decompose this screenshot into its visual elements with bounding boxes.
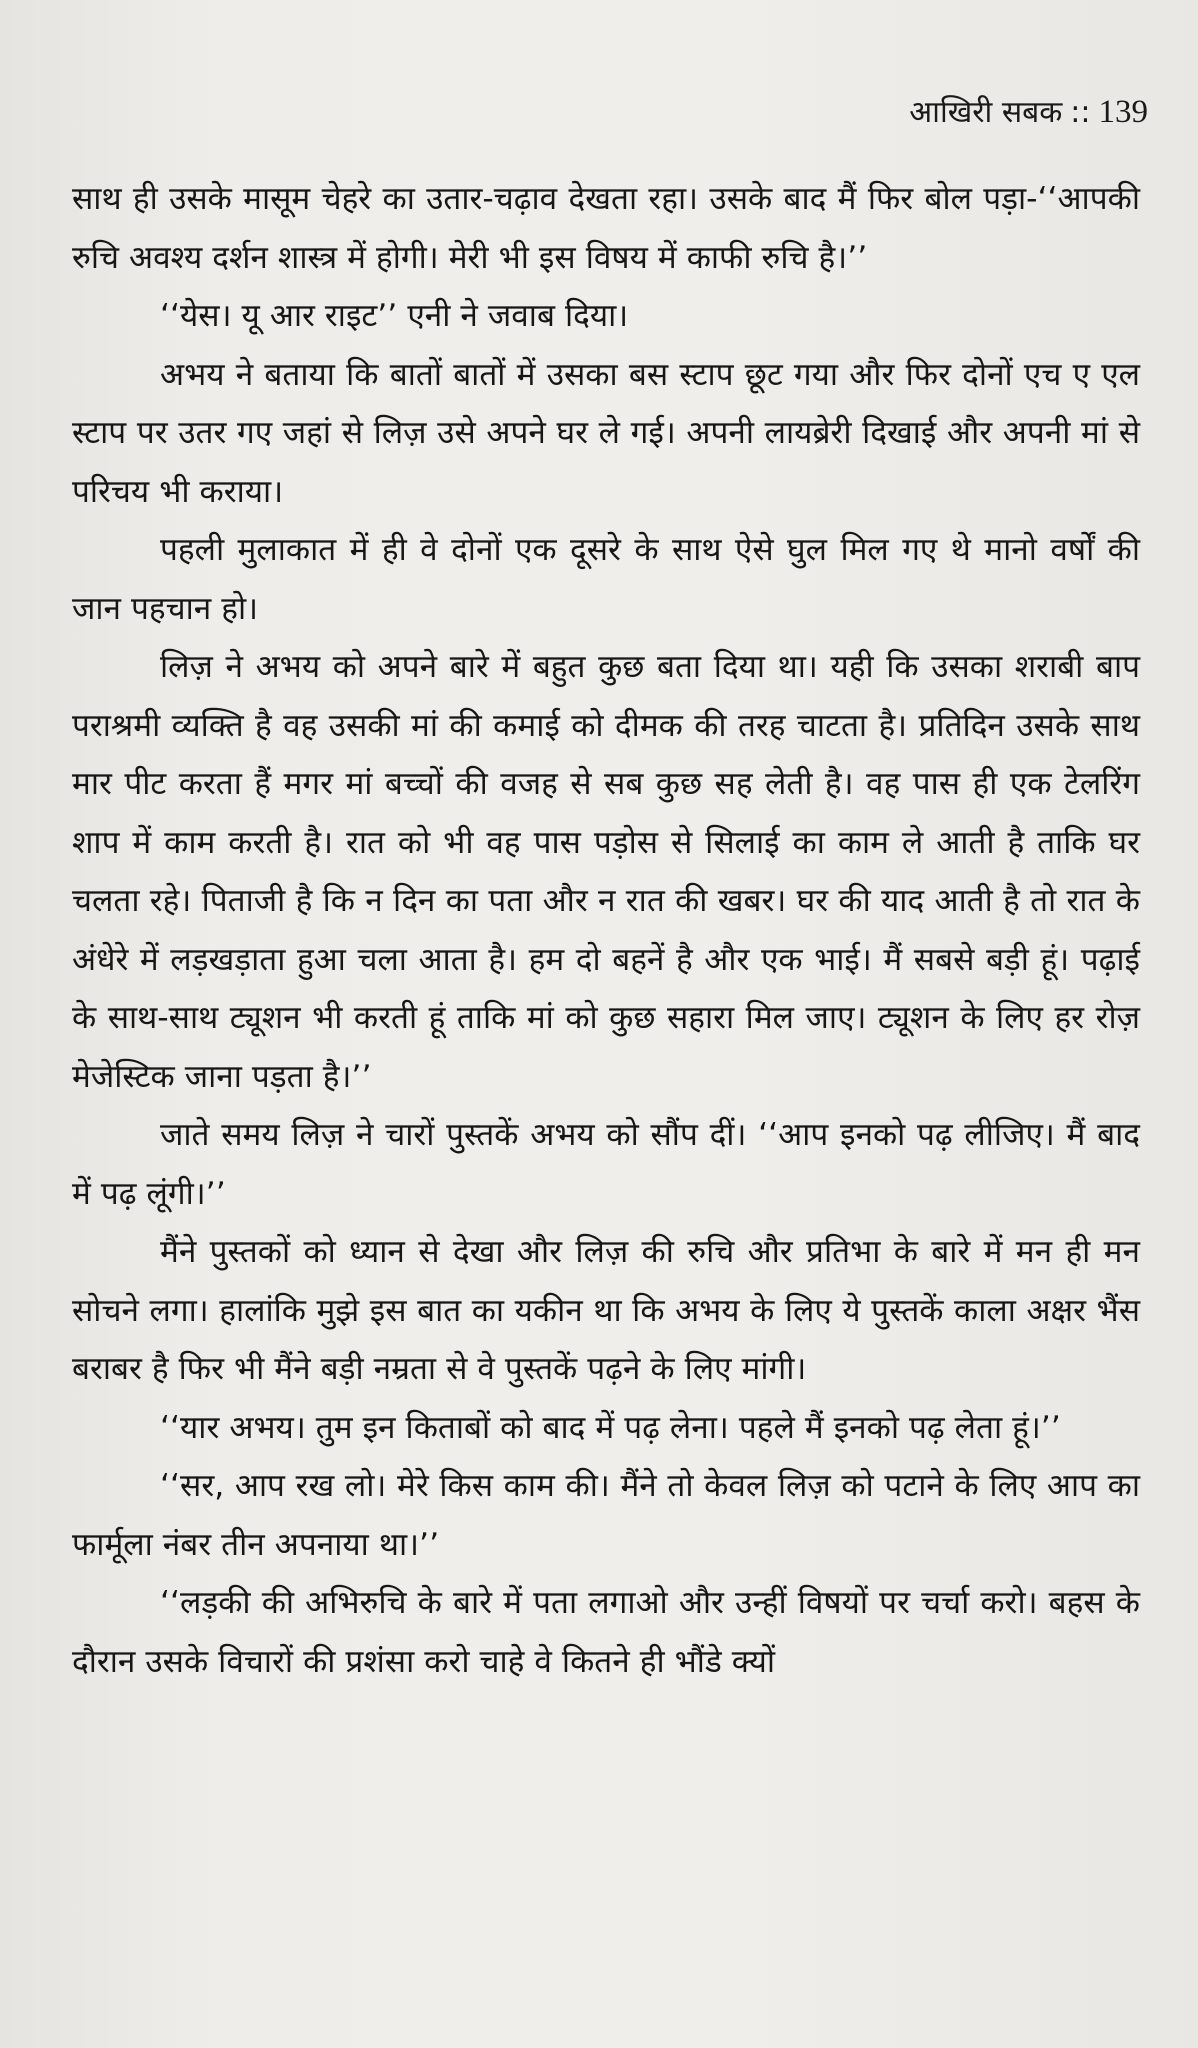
- paragraph: ‘‘सर, आप रख लो। मेरे किस काम की। मैंने तो केवल लिज़ को पटाने के लिए आप का फार्मूला नंबर तीन अपनाया था।’’: [72, 1468, 1140, 1563]
- paragraph: ‘‘लड़की की अभिरुचि के बारे में पता लगाओ और उन्हीं विषयों पर चर्चा करो। बहस के दौरान उसके विचारों की प्रशंसा करो चाहे वे कितने ही भौंडे क्यों: [72, 1585, 1140, 1680]
- paragraph-continued: साथ ही उसके मासूम चेहरे का उतार-चढ़ाव देखता रहा। उसके बाद मैं फिर बोल पड़ा-‘‘आपकी रुचि अवश्य दर्शन शास्त्र में होगी। मेरी भी इस विषय में काफी रुचि है।’’: [72, 181, 1140, 276]
- running-title: आखिरी सबक: [909, 95, 1063, 130]
- paragraph: ‘‘येस। यू आर राइट’’ एनी ने जवाब दिया।: [160, 298, 629, 334]
- paragraph: ‘‘यार अभय। तुम इन किताबों को बाद में पढ़ लेना। पहले मैं इनको पढ़ लेता हूं।’’: [160, 1409, 1061, 1446]
- paragraph: जाते समय लिज़ ने चारों पुस्तकें अभय को सौंप दीं। ‘‘आप इनको पढ़ लीजिए। मैं बाद में पढ़ लूंगी।’’: [72, 1117, 1140, 1212]
- paragraph: मैंने पुस्तकों को ध्यान से देखा और लिज़ की रुचि और प्रतिभा के बारे में मन ही मन सोचने लगा। हालांकि मुझे इस बात का यकीन था कि अभय के लिए ये पुस्तकें काला अक्षर भैंस बराबर है फिर भी मैंने बड़ी नम्रता से वे पुस्तकें पढ़ने के लिए मांगी।: [72, 1234, 1140, 1387]
- header-separator: ::: [1070, 95, 1091, 130]
- paragraph: लिज़ ने अभय को अपने बारे में बहुत कुछ बता दिया था। यही कि उसका शराबी बाप पराश्रमी व्यक्ति है वह उसकी मां की कमाई को दीमक की तरह चाटता है। प्रतिदिन उसके साथ मार पीट करता हैं मगर मां बच्चों की वजह से सब कुछ सह लेती है। वह पास ही एक टेलरिंग शाप में काम करती है। रात को भी वह पास पड़ोस से सिलाई का काम ले आती है ताकि घर चलता रहे। पिताजी है कि न दिन का पता और न रात की खबर। घर की याद आती है तो रात के अंधेरे में लड़खड़ाता हुआ चला आता है। हम दो बहनें है और एक भाई। मैं सबसे बड़ी हूं। पढ़ाई के साथ-साथ ट्यूशन भी करती हूं ताकि मां को कुछ सहारा मिल जाए। ट्यूशन के लिए हर रोज़ मेजेस्टिक जाना पड़ता है।’’: [72, 649, 1140, 1095]
- running-header: [909, 92, 1148, 133]
- page-number: 139: [1098, 94, 1148, 130]
- body-text: [72, 170, 1140, 1691]
- paragraph: पहली मुलाकात में ही वे दोनों एक दूसरे के साथ ऐसे घुल मिल गए थे मानो वर्षों की जान पहचान हो।: [72, 532, 1140, 627]
- paragraph: अभय ने बताया कि बातों बातों में उसका बस स्टाप छूट गया और फिर दोनों एच ए एल स्टाप पर उतर गए जहां से लिज़ उसे अपने घर ले गई। अपनी लायब्रेरी दिखाई और अपनी मां से परिचय भी कराया।: [72, 356, 1140, 510]
